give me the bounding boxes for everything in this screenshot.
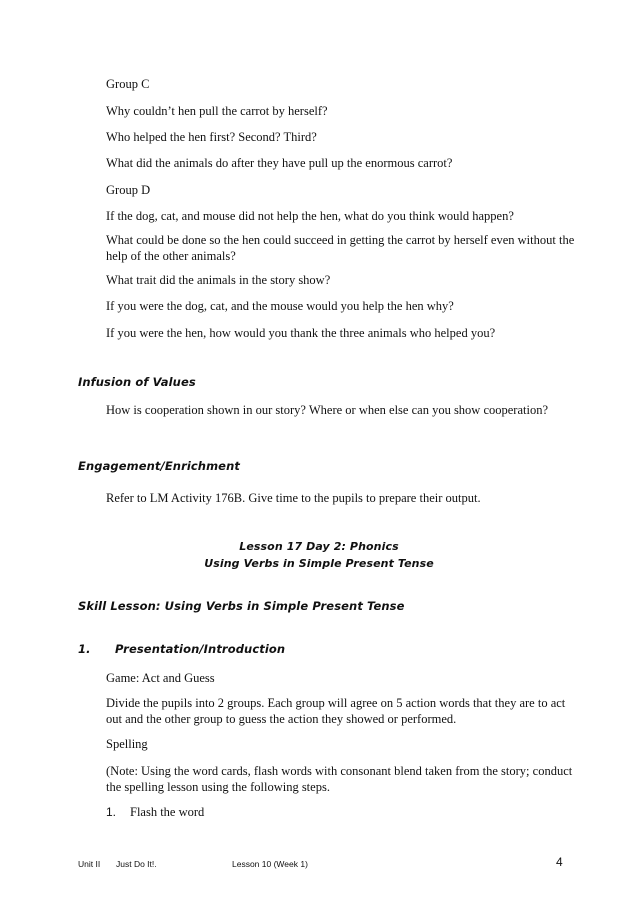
group-c-question-2: Who helped the hen first? Second? Third? — [106, 130, 317, 144]
spelling-label: Spelling — [106, 737, 148, 751]
group-d-label: Group D — [106, 183, 151, 197]
engagement-text: Refer to LM Activity 176B. Give time to the pupils to prepare their output. — [106, 491, 481, 505]
spelling-note: (Note: Using the word cards, flash words with consonant blend taken from the story; conduct the spelling lesson using the following steps. — [106, 764, 573, 794]
group-c-question-1: Why couldn’t hen pull the carrot by herself? — [106, 104, 328, 118]
lesson-title-line-2: Using Verbs in Simple Present Tense — [204, 557, 434, 570]
game-text: Divide the pupils into 2 groups. Each group will agree on 5 action words that they are to act out and the other group to guess the action they showed or performed. — [106, 696, 566, 726]
infusion-heading: Infusion of Values — [78, 375, 196, 389]
presentation-heading: Presentation/Introduction — [115, 642, 286, 656]
step-number: 1. — [106, 805, 117, 819]
group-d-question-2: What could be done so the hen could succeed in getting the carrot by herself even without the help of the other animals? — [106, 233, 575, 263]
lesson-title-line-1: Lesson 17 Day 2: Phonics — [239, 540, 399, 553]
group-d-question-1: If the dog, cat, and mouse did not help the hen, what do you think would happen? — [106, 209, 514, 223]
step-text: Flash the word — [130, 805, 205, 819]
infusion-text: How is cooperation shown in our story? Where or when else can you show cooperation? — [106, 403, 549, 417]
group-c-question-3: What did the animals do after they have pull up the enormous carrot? — [106, 156, 453, 170]
page-number: 4 — [556, 855, 563, 869]
group-c-label: Group C — [106, 77, 150, 91]
group-d-question-5: If you were the hen, how would you thank the three animals who helped you? — [106, 326, 496, 340]
group-d-question-4: If you were the dog, cat, and the mouse would you help the hen why? — [106, 299, 454, 313]
engagement-heading: Engagement/Enrichment — [78, 459, 240, 473]
footer-title: Just Do It!. — [116, 859, 157, 869]
group-d-question-3: What trait did the animals in the story show? — [106, 273, 331, 287]
skill-lesson-heading: Skill Lesson: Using Verbs in Simple Present Tense — [78, 599, 405, 613]
presentation-number: 1. — [78, 642, 91, 656]
game-title: Game: Act and Guess — [106, 671, 215, 685]
footer-unit: Unit II — [78, 859, 101, 869]
footer-lesson: Lesson 10 (Week 1) — [232, 859, 308, 869]
